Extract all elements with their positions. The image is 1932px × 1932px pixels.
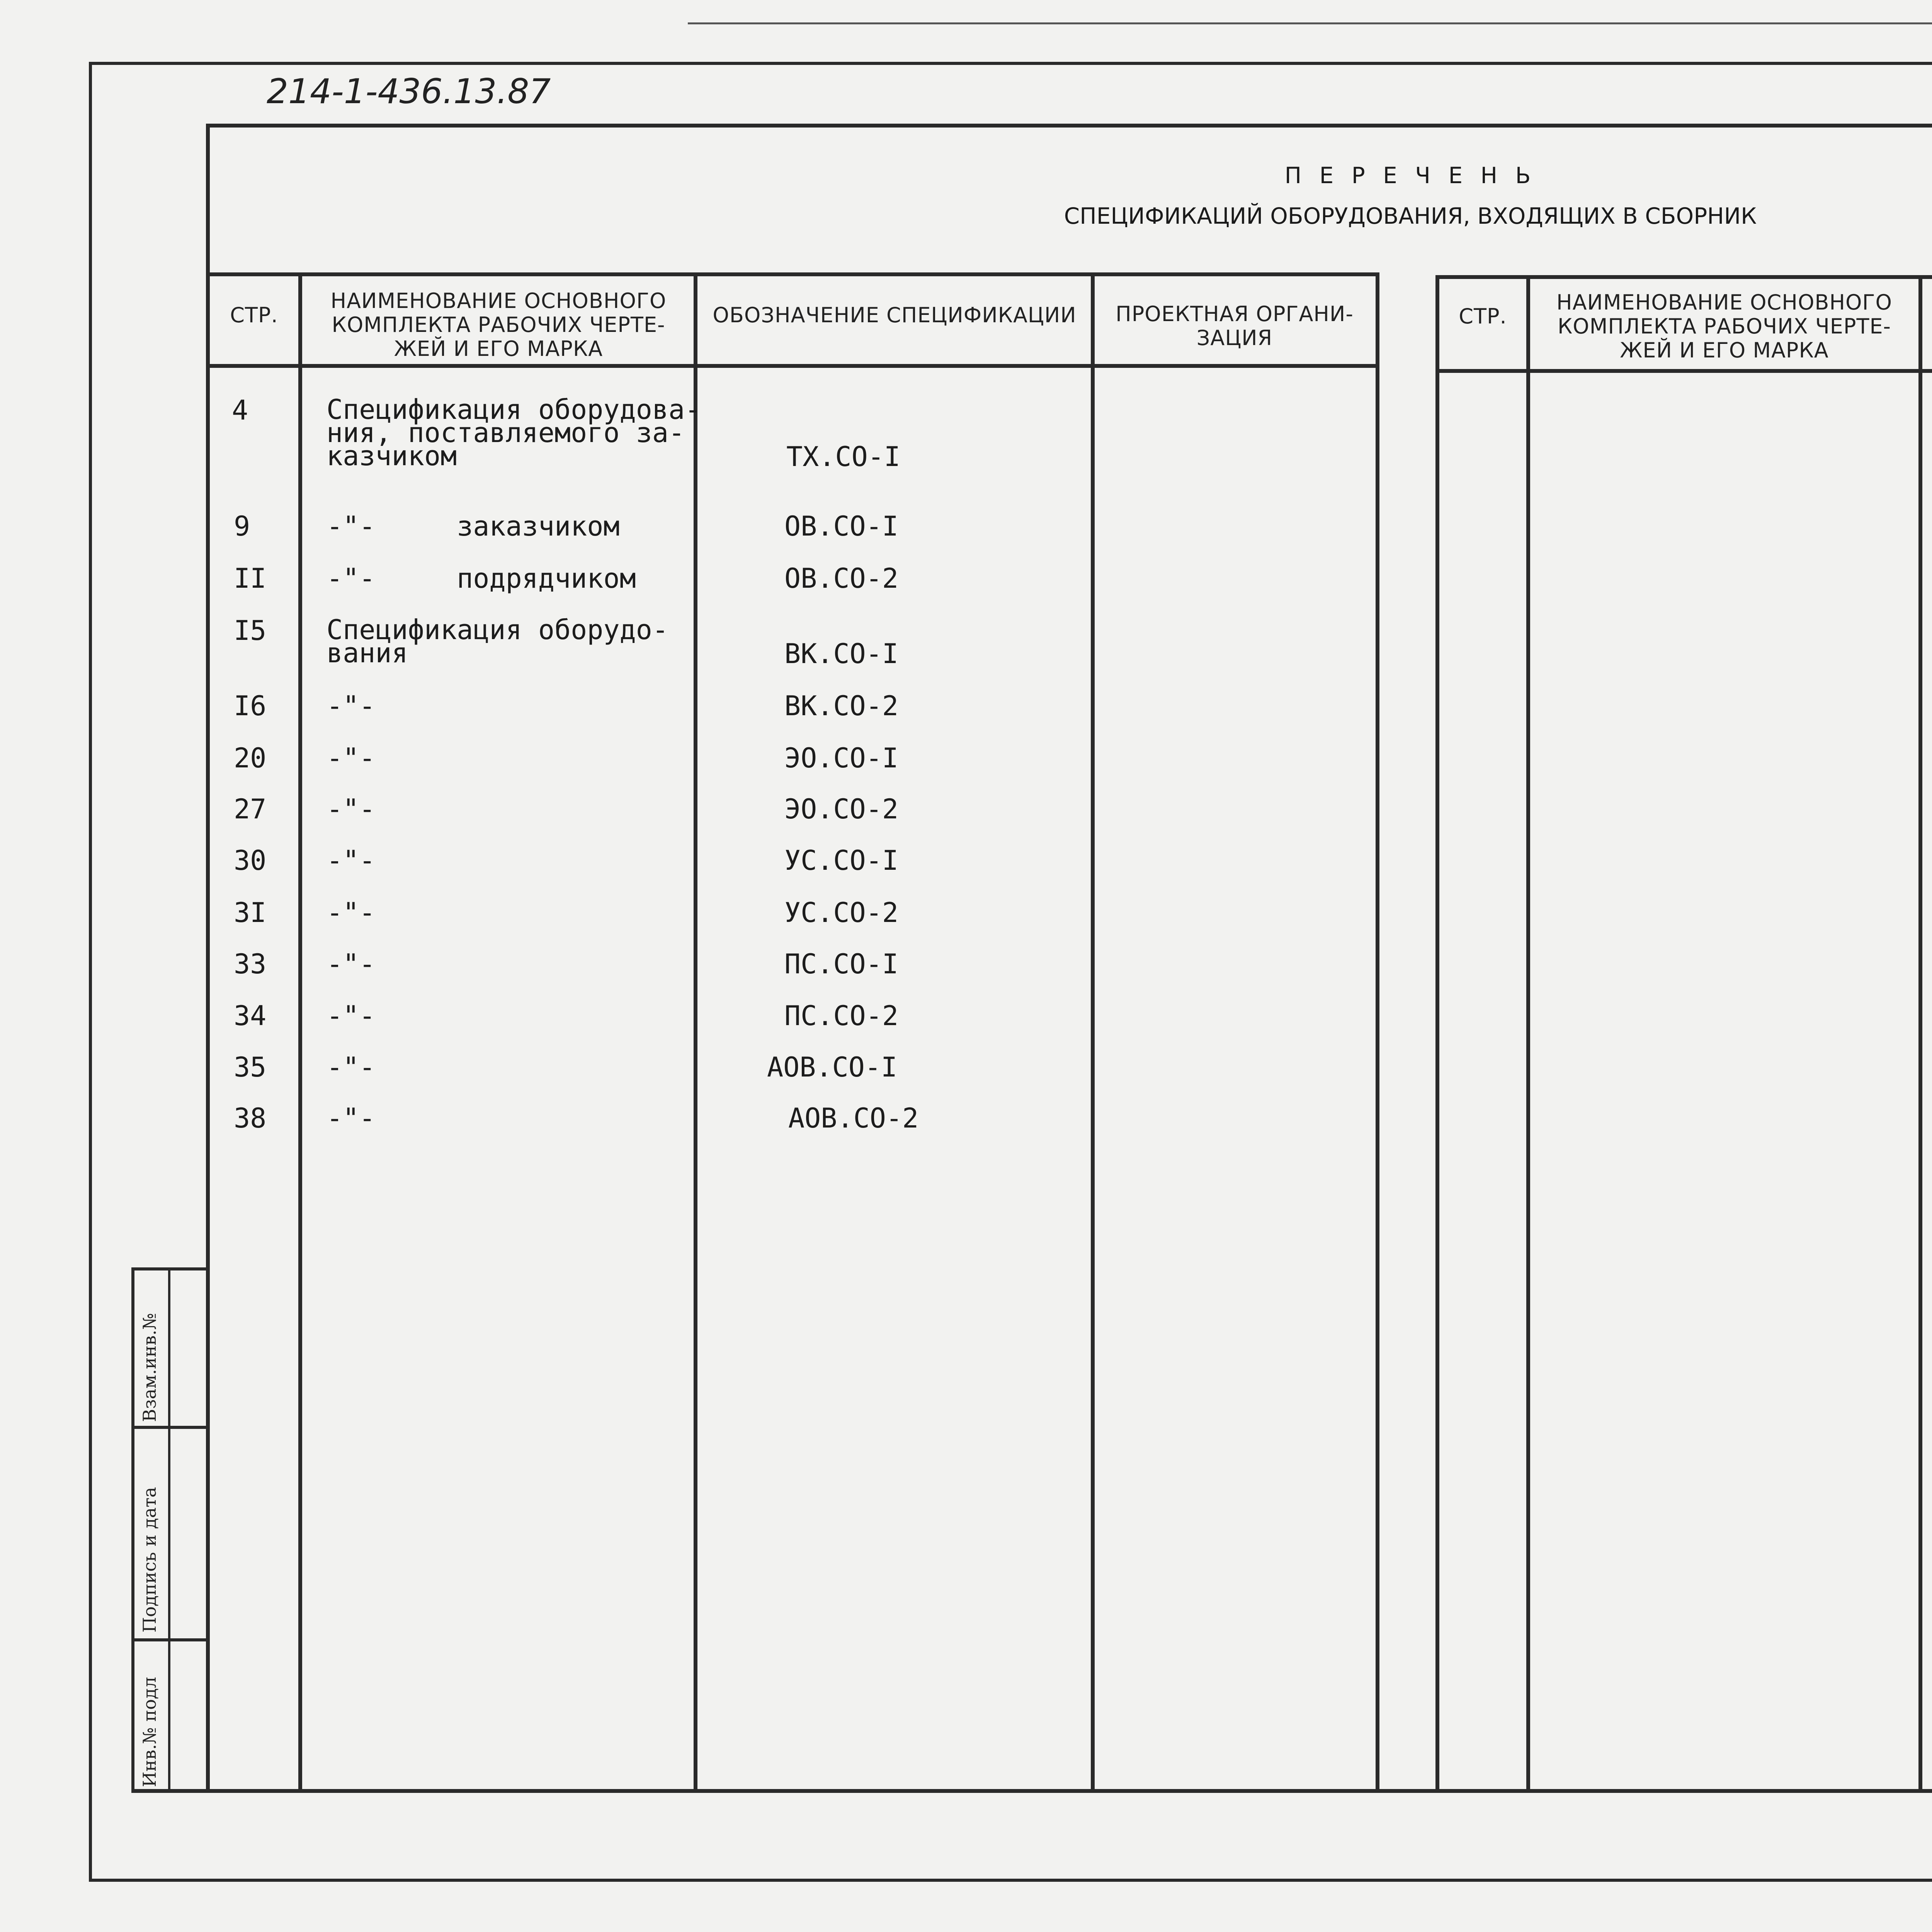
left-col-divider-1 [298,272,302,1791]
right-header-page: СТР. [1459,304,1507,328]
row-13-name: -"- [327,1102,376,1134]
right-header-name: НАИМЕНОВАНИЕ ОСНОВНОГО КОМПЛЕКТА РАБОЧИХ ЧЕРТЕ- ЖЕЙ И ЕГО МАРКА [1556,290,1892,362]
outer-frame-top [89,62,1932,65]
stamp-inv-replace: Взам.инв.№ [139,1313,160,1422]
title-line-1: П Е Р Е Ч Е Н Ь [1284,162,1536,189]
row-6-designation: ЭО.СО-I [784,742,899,774]
row-9-page: 3I [234,897,267,929]
row-6-name: -"- [327,742,376,774]
stamp-divider-inner [168,1267,170,1793]
stamp-left-edge [131,1267,134,1793]
row-7-designation: ЭО.СО-2 [784,793,899,825]
outer-frame-left [89,62,92,1882]
left-header-designation: ОБОЗНАЧЕНИЕ СПЕЦИФИКАЦИИ [713,303,1077,327]
row-8-name: -"- [327,845,376,876]
row-7-name: -"- [327,793,376,825]
row-10-designation: ПС.СО-I [784,948,899,980]
row-3-name: -"- подрядчиком [327,563,636,594]
row-1-page: 4 [232,395,248,426]
left-header-organization: ПРОЕКТНАЯ ОРГАНИ- ЗАЦИЯ [1116,302,1354,350]
row-5-page: I6 [234,690,267,722]
row-1-designation: ТХ.СО-I [786,441,901,473]
row-11-designation: ПС.СО-2 [784,1000,899,1032]
left-table-header-top [209,272,1379,276]
left-col-divider-2 [694,272,697,1791]
outer-frame-bottom [89,1879,1932,1882]
row-3-page: II [234,563,267,594]
row-1-name: Спецификация оборудова- ния, поставляемого за- казчиком [327,394,701,472]
row-8-designation: УС.СО-I [784,845,899,876]
row-3-designation: ОВ.СО-2 [784,563,899,594]
right-col-divider-1 [1526,275,1530,1792]
row-4-page: I5 [234,615,267,646]
row-10-page: 33 [234,948,267,980]
row-8-page: 30 [234,845,267,876]
left-header-page: СТР. [230,303,278,327]
inner-frame-left [206,124,210,1793]
stamp-divider-1 [131,1426,209,1429]
row-11-name: -"- [327,1000,376,1032]
row-12-name: -"- [327,1051,376,1083]
row-11-page: 34 [234,1000,267,1032]
row-4-name: Спецификация оборудо- вания [327,614,669,669]
left-col-divider-3 [1091,272,1095,1791]
row-13-designation: АОВ.СО-2 [788,1102,919,1134]
row-12-designation: АОВ.СО-I [767,1051,898,1083]
row-4-designation: ВК.СО-I [784,638,899,670]
stamp-divider-2 [131,1638,209,1641]
top-scan-line [688,22,1932,24]
stamp-sign-date: Подпись и дата [139,1487,160,1633]
title-line-2: СПЕЦИФИКАЦИЙ ОБОРУДОВАНИЯ, ВХОДЯЩИХ В СБОРНИК [1064,203,1757,229]
row-9-designation: УС.СО-2 [784,897,899,929]
row-9-name: -"- [327,897,376,929]
row-10-name: -"- [327,948,376,980]
left-header-name: НАИМЕНОВАНИЕ ОСНОВНОГО КОМПЛЕКТА РАБОЧИХ ЧЕРТЕ- ЖЕЙ И ЕГО МАРКА [330,289,667,361]
inner-frame-top [209,124,1932,128]
row-5-designation: ВК.СО-2 [784,690,899,722]
row-13-page: 38 [234,1102,267,1134]
row-2-name: -"- заказчиком [327,510,620,542]
row-7-page: 27 [234,793,267,825]
inner-frame-bottom [131,1789,1932,1793]
right-header-designation [1924,307,1932,331]
left-table-right-edge [1376,272,1379,1791]
right-col-divider-2 [1918,275,1922,1792]
row-5-name: -"- [327,690,376,722]
row-12-page: 35 [234,1051,267,1083]
right-table-left-edge [1435,275,1439,1792]
row-6-page: 20 [234,742,267,774]
stamp-inv-original: Инв.№ подл [139,1677,160,1787]
right-table-header-top [1437,275,1932,279]
row-2-designation: ОВ.СО-I [784,510,899,542]
right-table-header-bottom [1437,369,1932,373]
document-number: 214-1-436.13.87 [267,71,551,111]
left-table-header-bottom [209,364,1379,368]
row-2-page: 9 [234,510,250,542]
